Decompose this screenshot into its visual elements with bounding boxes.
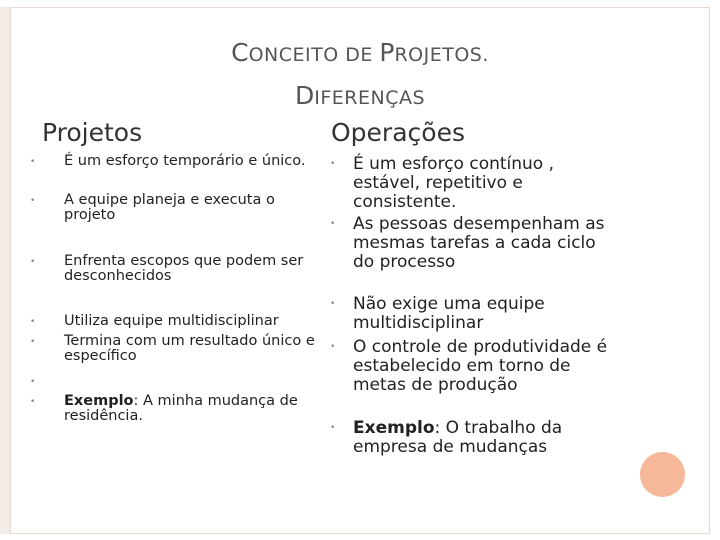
- bullet-icon: •: [330, 423, 336, 433]
- operacoes-heading: Operações: [331, 118, 465, 147]
- slide-title: [120, 33, 600, 119]
- bullet-icon: •: [330, 219, 336, 229]
- bullet-icon: •: [330, 159, 336, 169]
- bullet-icon: •: [30, 317, 36, 327]
- example-label: Exemplo: [353, 418, 435, 438]
- title-line-2: DIFERENÇAS: [294, 81, 426, 110]
- slide: CONCEITO DE PROJETOS. DIFERENÇAS Projetos Operações • É um esforço temporário e único. • A equipe planeja e executa o projeto • Enfrenta escopos que podem ser desconhecidos • Utiliza equipe multidisciplinar • Termina com um resultado único e específico • • Exemplo: A minha mudança de residência. • É um esforço contínuo , estável, repetitivo e consistente. • As pessoas desempenham as mesmas tarefas a cada ciclo do processo • Não exige uma equipe multidisciplinar • O controle de produtividade é estabelecido em torno de metas de produção • Exemplo: O trabalho da empresa de mudanças: [0, 0, 720, 540]
- bullet-icon: •: [330, 342, 336, 352]
- bullet-icon: •: [30, 157, 36, 167]
- bullet-icon: •: [30, 397, 36, 407]
- bullet-icon: •: [30, 377, 36, 387]
- left-stripe: [0, 7, 10, 534]
- bullet-icon: •: [30, 196, 36, 206]
- projetos-heading: Projetos: [42, 118, 143, 147]
- title-line-1: CONCEITO DE PROJETOS.: [231, 38, 489, 67]
- bullet-icon: •: [30, 257, 36, 267]
- decorative-circle: [640, 452, 685, 497]
- bullet-icon: •: [30, 337, 36, 347]
- example-label: Exemplo: [64, 393, 134, 409]
- bullet-icon: •: [330, 299, 336, 309]
